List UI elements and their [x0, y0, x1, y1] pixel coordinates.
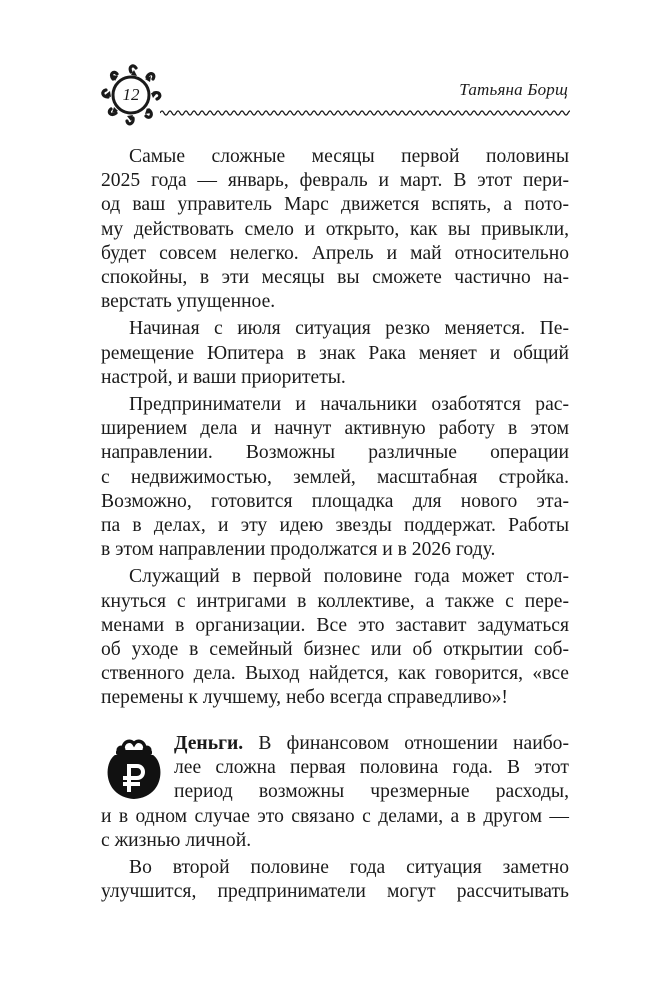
text-line: улучшится, предприниматели могут рассчитывать: [101, 881, 569, 903]
wave-divider: [160, 108, 570, 118]
money-section: [101, 732, 569, 904]
paragraph: [101, 565, 569, 710]
text-line: будет совсем нелегко. Апрель и май относительно: [101, 242, 569, 264]
body-text: [101, 145, 569, 714]
paragraph: [101, 856, 569, 904]
text-line: с недвижимостью, землей, масштабная стройка.: [101, 466, 569, 488]
text-line: Начиная с июля ситуация резко меняется. Пе-: [129, 318, 569, 340]
text-line: и в одном случае это связано с делами, а в другом —: [101, 805, 569, 827]
text-line: Во второй половине года ситуация заметно: [129, 857, 569, 879]
text-line: 2025 года — январь, февраль и март. В этот пери-: [101, 170, 569, 192]
text-line: с жизнью личной.: [101, 829, 252, 851]
page-header: [0, 0, 668, 140]
paragraph: [101, 145, 569, 314]
text-line: ственного дела. Выход найдется, как говорится, «все: [101, 663, 569, 685]
text-line: [174, 732, 569, 756]
paragraph: [101, 317, 569, 390]
text-line: об уходе в семейный бизнес или об открытии соб-: [101, 639, 569, 661]
text-line: перемены к лучшему, небо всегда справедливо»!: [101, 687, 508, 709]
text-line: Предприниматели и начальники озаботятся рас-: [129, 394, 569, 416]
text-line: менами в организации. Все это заставит задуматься: [101, 614, 569, 636]
text-line: настрой, и ваши приоритеты.: [101, 366, 346, 388]
text-line: верстать упущенное.: [101, 291, 276, 313]
text-line: период возможны чрезмерные расходы,: [174, 781, 569, 803]
text-line: ширением дела и начнут активную работу в этом: [101, 418, 569, 440]
section-heading-money: Деньги.: [174, 733, 244, 754]
text-line: му действовать смело и открыто, как вы привыкли,: [101, 218, 569, 240]
text-line: Возможно, готовится площадка для нового эта-: [101, 490, 569, 512]
text-line: Служащий в первой половине года может стол-: [129, 566, 569, 588]
text-line: лее сложна первая половина года. В этот: [174, 757, 569, 779]
text-line: спокойны, в эти месяцы вы сможете частично на-: [101, 267, 569, 289]
wallet-ruble-icon: [101, 735, 167, 801]
text-line: ремещение Юпитера в знак Рака меняет и общий: [101, 342, 569, 364]
text-line: од ваш управитель Марс движется вспять, а пото-: [101, 194, 569, 216]
text-line: в этом направлении продолжатся и в 2026 году.: [101, 539, 496, 561]
text-line: кнуться с интригами в коллективе, а также с пере-: [101, 590, 569, 612]
text-line: па в делах, и эту идею звезды поддержат. Работы: [101, 515, 569, 537]
text-line: направлении. Возможны различные операции: [101, 442, 569, 464]
text-fragment: В финансовом отношении наибо-: [243, 733, 569, 754]
paragraph: [101, 393, 569, 562]
page-number: 12: [122, 85, 140, 104]
text-line: Самые сложные месяцы первой половины: [129, 146, 569, 167]
running-header-author: Татьяна Борщ: [459, 80, 568, 99]
money-intro: [101, 732, 569, 805]
